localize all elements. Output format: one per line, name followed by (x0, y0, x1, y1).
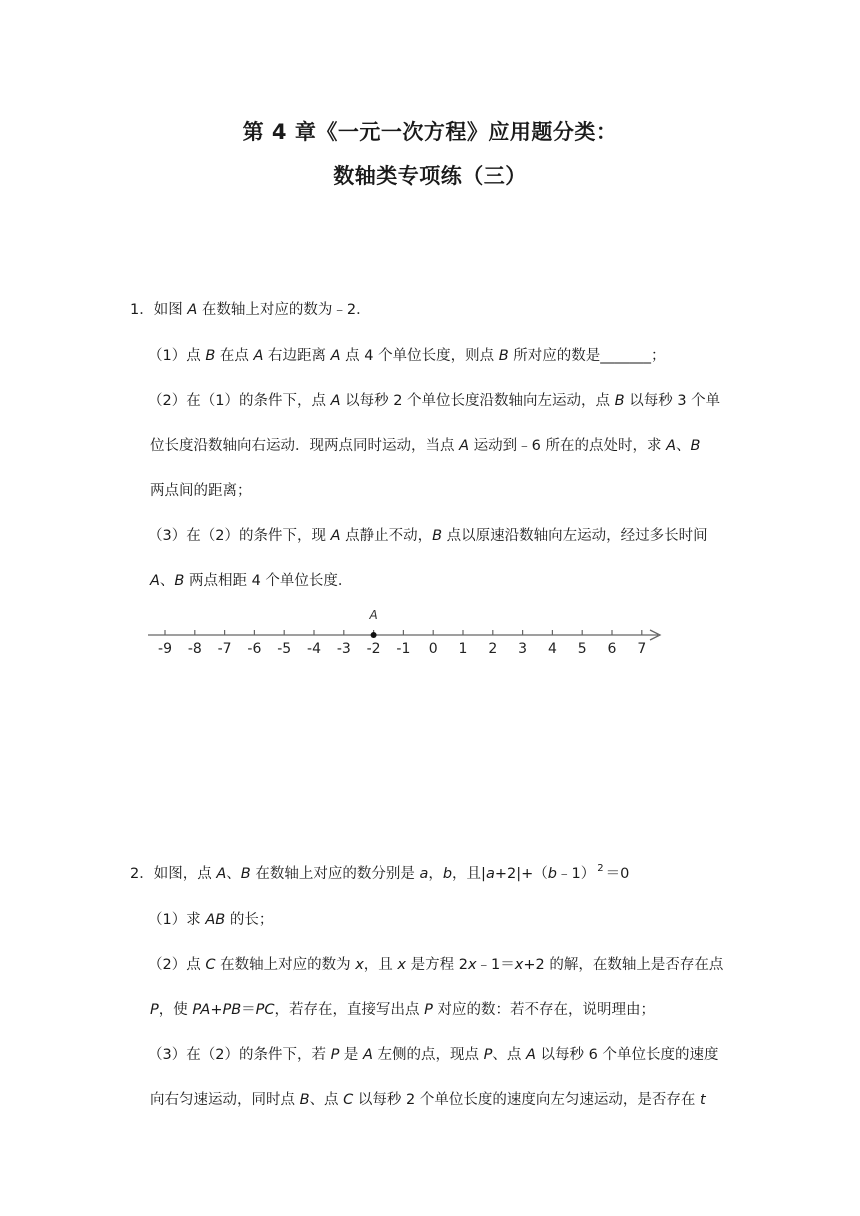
tick-label: -9 (158, 641, 172, 657)
point-a-label: A (369, 608, 378, 622)
tick-label: -7 (217, 641, 232, 657)
tick-label: 7 (637, 641, 647, 657)
title-line-2: 数轴类专项练（三） (333, 164, 527, 188)
tick-label: -8 (187, 641, 202, 657)
q1-stem: 1．如图 A 在数轴上对应的数为﹣2． (130, 302, 371, 318)
tick-label: -5 (277, 641, 292, 657)
q1-part2-line2: 位长度沿数轴向右运动．现两点同时运动，当点 A 运动到﹣6 所在的点处时，求 A、B (150, 438, 701, 454)
point-a-marker (371, 632, 377, 638)
tick-label: -2 (366, 641, 381, 657)
q2-part2-line1: （2）点 C 在数轴上对应的数为 x，且 x 是方程 2x﹣1＝x+2 的解，在数轴上是否存在点 (148, 957, 724, 973)
tick-label: 4 (547, 641, 557, 657)
tick-label: 3 (518, 641, 528, 657)
title-line-1: 第 4 章《一元一次方程》应用题分类： (242, 120, 618, 144)
tick-label: -1 (396, 641, 411, 657)
q1-part3-line2: A、B 两点相距 4 个单位长度． (150, 573, 353, 589)
q2-stem: 2．如图，点 A、B 在数轴上对应的数分别是 a，b，且|a+2|+（b﹣1） $^2$ ＝0 (130, 863, 630, 882)
q2-part1: （1）求 AB 的长； (148, 912, 274, 928)
tick-label: 6 (607, 641, 617, 657)
q1-part1: （1）点 B 在点 A 右边距离 A 点 4 个单位长度，则点 B 所对应的数是_______； (148, 348, 666, 364)
tick-label: 2 (488, 641, 498, 657)
tick-label: 0 (428, 641, 438, 657)
tick-label: 5 (577, 641, 587, 657)
q1-part2-line3: 两点间的距离； (150, 483, 252, 499)
tick-label: 1 (458, 641, 468, 657)
q2-part3-line2: 向右匀速运动，同时点 B、点 C 以每秒 2 个单位长度的速度向左匀速运动，是否存在 t (150, 1092, 706, 1108)
tick-label: -4 (307, 641, 321, 657)
q1-part3-line1: （3）在（2）的条件下，现 A 点静止不动，B 点以原速沿数轴向左运动，经过多长时间 (148, 528, 708, 544)
tick-label: -6 (247, 641, 262, 657)
q2-part2-line2: P，使 PA+PB＝PC，若存在，直接写出点 P 对应的数：若不存在，说明理由； (150, 1002, 656, 1018)
number-line-figure (140, 600, 680, 660)
q1-part2-line1: （2）在（1）的条件下，点 A 以每秒 2 个单位长度沿数轴向左运动，点 B 以每秒 3 个单 (148, 393, 721, 409)
tick-label: -3 (336, 641, 351, 657)
q2-part3-line1: （3）在（2）的条件下，若 P 是 A 左侧的点，现点 P、点 A 以每秒 6 个单位长度的速度 (148, 1047, 719, 1063)
